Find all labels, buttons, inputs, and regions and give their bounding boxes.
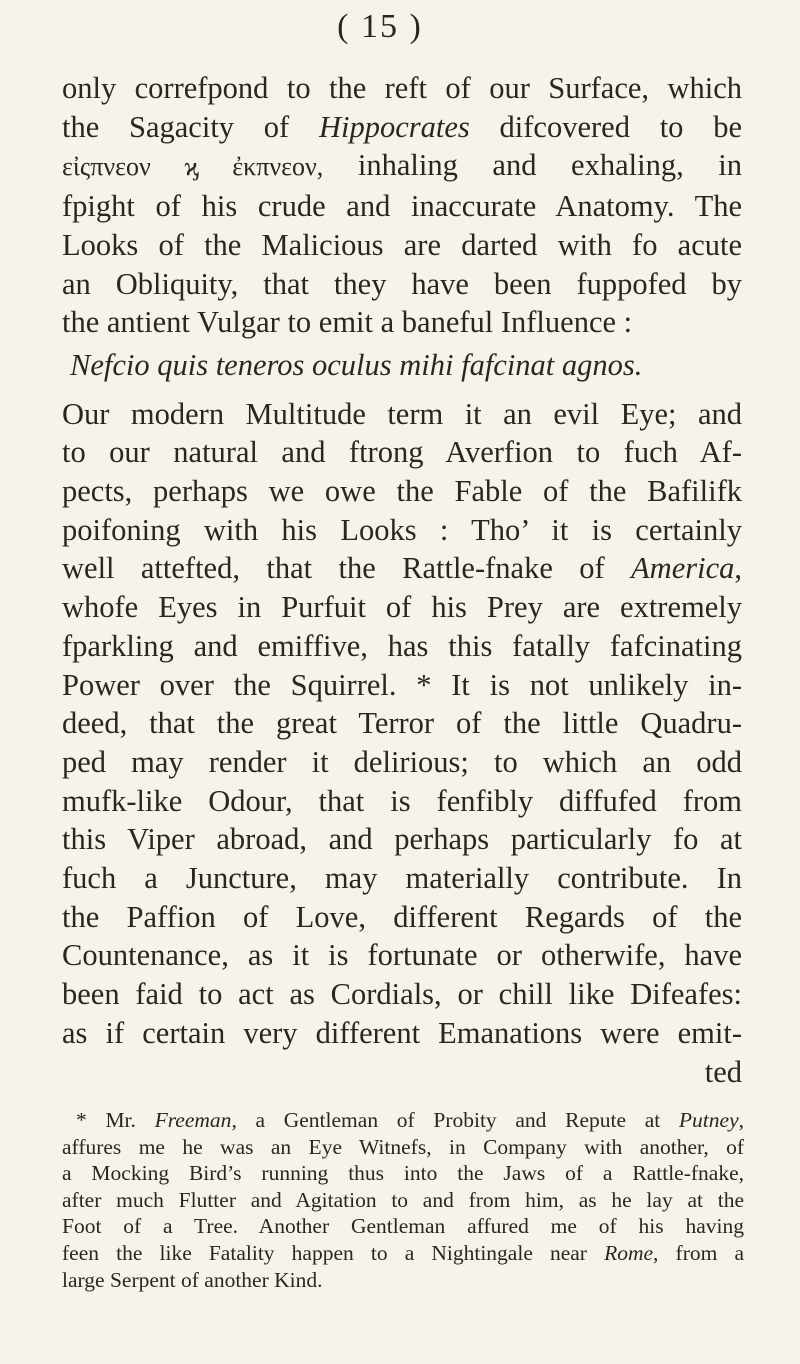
text-line: fuch a Juncture, may materially contribute. In [62, 861, 742, 896]
main-text [62, 69, 742, 1091]
text-line: to our natural and ftrong Averfion to fuch Af- [62, 435, 742, 470]
text-line: Countenance, as it is fortunate or otherwife, have [62, 938, 742, 973]
italic-place-putney: Putney [678, 1108, 739, 1132]
page-number: ( 15 ) [337, 8, 423, 45]
catchword: ted [704, 1054, 742, 1089]
text-line: well attefted, that the Rattle-fnake of America, [62, 551, 742, 586]
text-line: Our modern Multitude term it an evil Eye; and [62, 396, 742, 431]
text-line: εἰςπνεον ϗ ἐκπνεον, inhaling and exhaling, in [62, 148, 742, 183]
footnote-line: Foot of a Tree. Another Gentleman affured me of his having [62, 1214, 744, 1239]
footnote [62, 1107, 744, 1293]
text-line: pects, perhaps we owe the Fable of the Bafilifk [62, 474, 742, 509]
greek-phrase: εἰςπνεον ϗ ἐκπνεον, [62, 152, 324, 182]
italic-name-freeman: Freeman [154, 1108, 232, 1132]
text-line: only correfpond to the reft of our Surface, which [62, 71, 742, 105]
text-line: the antient Vulgar to emit a baneful Influence : [62, 305, 633, 340]
italic-place-america: America [631, 551, 735, 586]
text-line: poifoning with his Looks : Tho’ it is certainly [62, 512, 742, 547]
text-line: this Viper abroad, and perhaps particularly fo at [62, 822, 742, 857]
footnote-line: affures me he was an Eye Witnefs, in Company with another, of [62, 1134, 744, 1159]
footnote-line: large Serpent of another Kind. [62, 1267, 323, 1292]
footnote-line: a Mocking Bird’s running thus into the Jaws of a Rattle-fnake, [62, 1161, 744, 1186]
text-line: fparkling and emiffive, has this fatally fafcinating [62, 628, 742, 663]
text-line: Power over the Squirrel. * It is not unlikely in- [62, 667, 742, 702]
footnote-line: * Mr. Freeman, a Gentleman of Probity and Repute at Putney, [76, 1108, 744, 1132]
text-line: deed, that the great Terror of the little Quadru- [62, 706, 742, 741]
text-line: the Paffion of Love, different Regards of the [62, 899, 742, 934]
footnote-line: after much Flutter and Agitation to and from him, as he lay at the [62, 1187, 744, 1212]
latin-quotation: Nefcio quis teneros oculus mihi fafcinat agnos. [70, 347, 643, 382]
text-line: as if certain very different Emanations were emit- [62, 1015, 742, 1050]
italic-name-hippocrates: Hippocrates [318, 109, 470, 144]
text-line: whofe Eyes in Purfuit of his Prey are extremely [62, 590, 742, 625]
text-line: ped may render it delirious; to which an odd [62, 744, 742, 779]
text-line: been faid to act as Cordials, or chill like Difeafes: [62, 977, 742, 1012]
italic-place-rome: Rome [604, 1240, 654, 1265]
text-line: fpight of his crude and inaccurate Anatomy. The [62, 189, 742, 224]
text-line: mufk-like Odour, that is fenfibly diffufed from [62, 783, 742, 818]
footnote-line: feen the like Fatality happen to a Nightingale near Rome, from a [62, 1240, 744, 1265]
text-line: the Sagacity of Hippocrates difcovered to be [62, 109, 742, 144]
text-line: an Obliquity, that they have been fuppofed by [62, 266, 742, 301]
text-line: Looks of the Malicious are darted with fo acute [62, 227, 742, 262]
